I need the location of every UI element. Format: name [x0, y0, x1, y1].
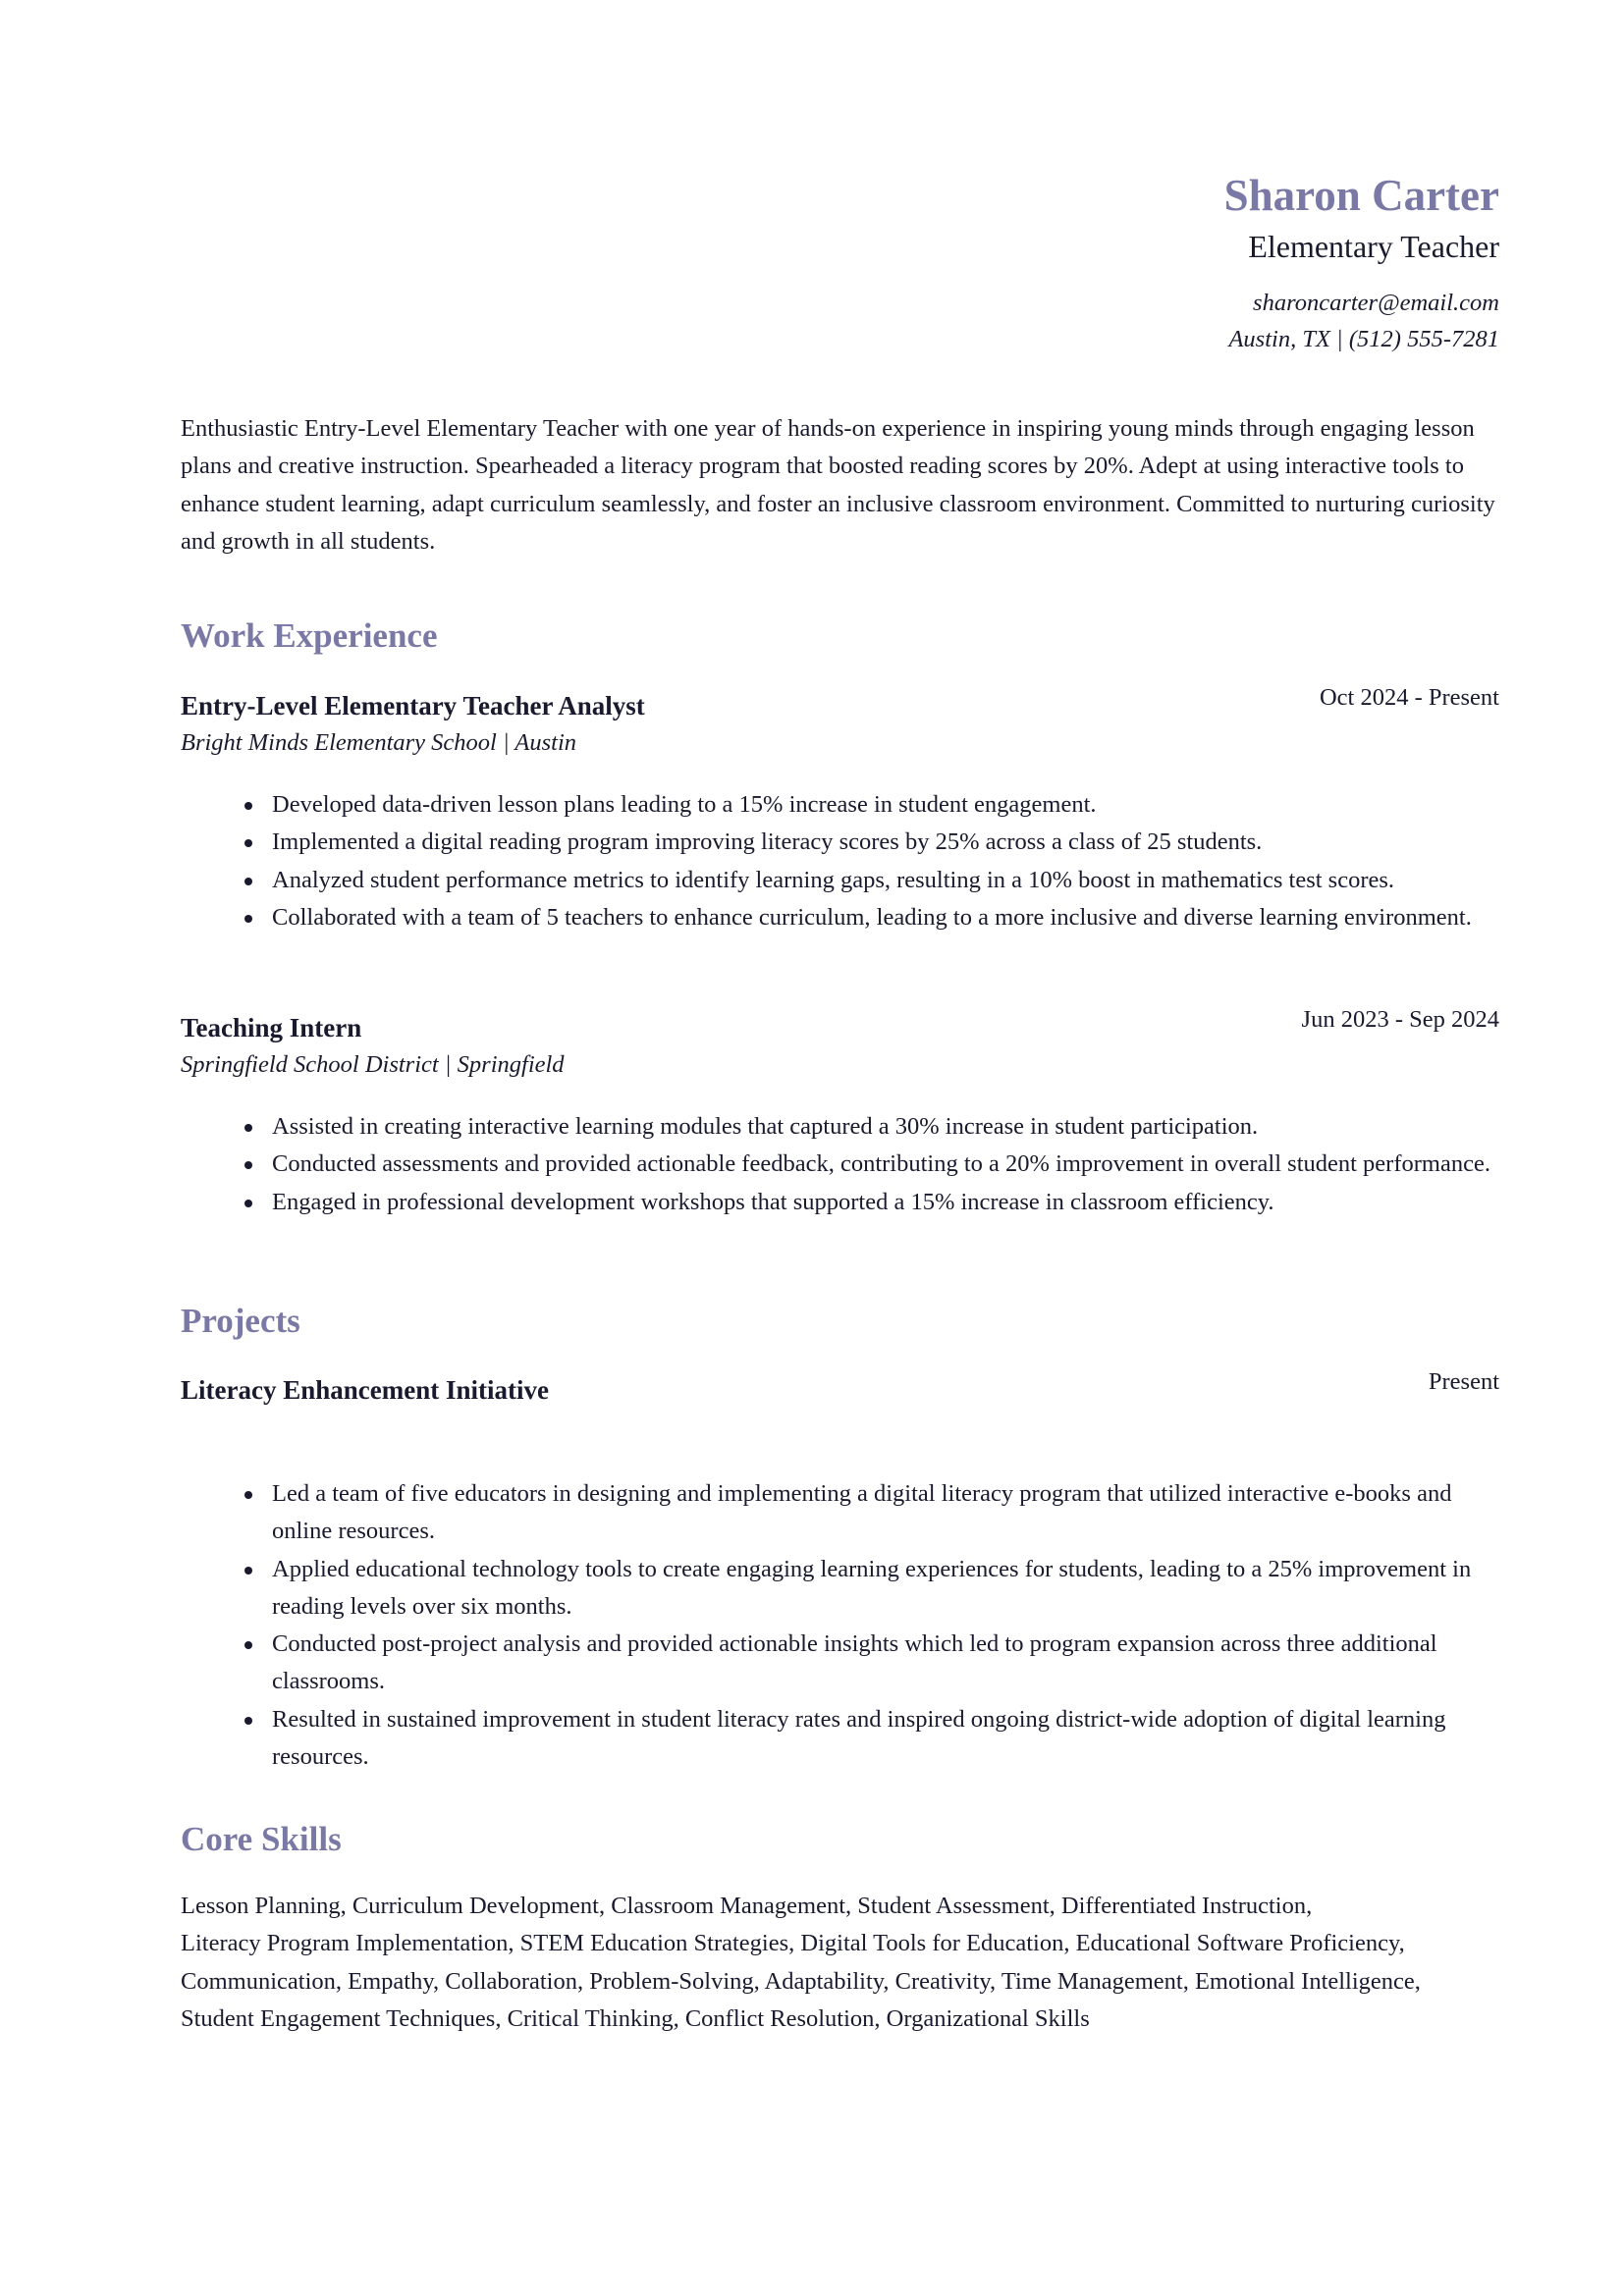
list-item: Conducted assessments and provided actionable feedback, contributing to a 20% improvement in overall student performance. [272, 1146, 1499, 1183]
skills-line: Student Engagement Techniques, Critical Thinking, Conflict Resolution, Organizational Skills [181, 2004, 1090, 2032]
candidate-title: Elementary Teacher [1248, 229, 1499, 264]
project-bullets [181, 1475, 1499, 1776]
project-date: Present [1428, 1368, 1499, 1395]
job-bullets [181, 786, 1499, 936]
projects-heading: Projects [181, 1302, 300, 1340]
core-skills-heading: Core Skills [181, 1820, 342, 1858]
list-item: Collaborated with a team of 5 teachers to enhance curriculum, leading to a more inclusive and diverse learning environment. [272, 899, 1499, 936]
job-date: Jun 2023 - Sep 2024 [1301, 1006, 1499, 1033]
list-item: Assisted in creating interactive learning modules that captured a 30% increase in student participation. [272, 1108, 1499, 1146]
list-item: Applied educational technology tools to create engaging learning experiences for students, leading to a 25% improvement in reading levels over six months. [272, 1551, 1499, 1627]
project-entry-header [181, 1368, 1499, 1409]
list-item: Conducted post-project analysis and provided actionable insights which led to program expansion across three additional classrooms. [272, 1626, 1499, 1701]
job-organization: Springfield School District | Springfield [181, 1051, 565, 1078]
list-item: Resulted in sustained improvement in student literacy rates and inspired ongoing district-wide adoption of digital learning resources. [272, 1701, 1499, 1777]
list-item: Led a team of five educators in designing and implementing a digital literacy program that utilized interactive e-books and online resources. [272, 1475, 1499, 1551]
email: sharoncarter@email.com [1253, 290, 1499, 317]
skills-line: Lesson Planning, Curriculum Development, Classroom Management, Student Assessment, Differentiated Instruction, [181, 1893, 1313, 1919]
list-item: Implemented a digital reading program improving literacy scores by 25% across a class of 25 students. [272, 824, 1499, 861]
skills-list [181, 1888, 1499, 2038]
location-phone: Austin, TX | (512) 555-7281 [1228, 326, 1499, 353]
skills-line: Literacy Program Implementation, STEM Education Strategies, Digital Tools for Education, Educational Software Proficiency, [181, 1930, 1405, 1957]
job-entry [181, 1006, 1499, 1221]
list-item: Analyzed student performance metrics to identify learning gaps, resulting in a 10% boost in mathematics test scores. [272, 862, 1499, 899]
contact-block [181, 285, 1499, 357]
job-title: Teaching Intern [181, 1013, 362, 1042]
list-item: Developed data-driven lesson plans leading to a 15% increase in student engagement. [272, 786, 1499, 824]
job-entry [181, 684, 1499, 936]
job-bullets [181, 1108, 1499, 1221]
list-item: Engaged in professional development workshops that supported a 15% increase in classroom efficiency. [272, 1184, 1499, 1221]
project-entry [181, 1368, 1499, 1776]
work-experience-heading: Work Experience [181, 616, 438, 655]
job-entry-header [181, 1006, 1499, 1046]
candidate-name: Sharon Carter [1223, 171, 1499, 220]
job-date: Oct 2024 - Present [1319, 684, 1499, 711]
project-title: Literacy Enhancement Initiative [181, 1375, 549, 1405]
resume-header [181, 169, 1499, 357]
skills-line: Communication, Empathy, Collaboration, Problem-Solving, Adaptability, Creativity, Time Management, Emotional Intelligence, [181, 1967, 1421, 1995]
job-title: Entry-Level Elementary Teacher Analyst [181, 691, 645, 721]
summary: Enthusiastic Entry-Level Elementary Teacher with one year of hands-on experience in inspiring young minds through engaging lesson plans and creative instruction. Spearheaded a literacy program that boosted reading scores by 20%. Adept at using interactive tools to enhance student learning, adapt curriculum seamlessly, and foster an inclusive classroom environment. Committed to nurturing curiosity and growth in all students. [181, 415, 1495, 555]
job-entry-header [181, 684, 1499, 724]
job-organization: Bright Minds Elementary School | Austin [181, 729, 577, 756]
